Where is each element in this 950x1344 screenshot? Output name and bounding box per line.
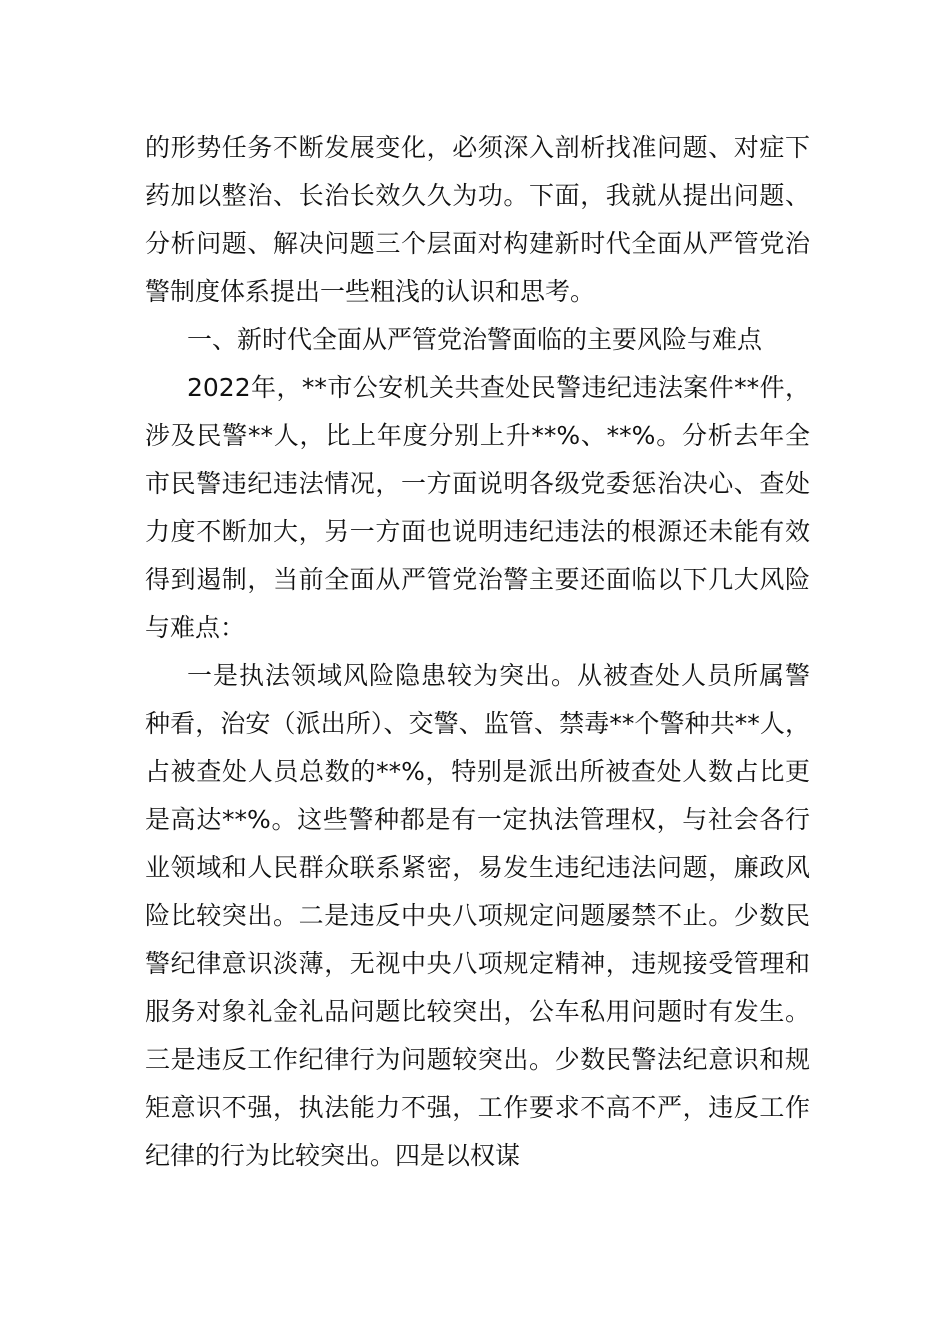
document-body: [145, 124, 810, 1180]
paragraph-intro: 的形势任务不断发展变化，必须深入剖析找准问题、对症下药加以整治、长治长效久久为功。下面，我就从提出问题、分析问题、解决问题三个层面对构建新时代全面从严管党治警制度体系提出一些粗浅的认识和思考。: [145, 133, 810, 306]
paragraph-statistics: 2022年，**市公安机关共查处民警违纪违法案件**件，涉及民警**人，比上年度分别上升**%、**%。分析去年全市民警违纪违法情况，一方面说明各级党委惩治决心、查处力度不断加大，另一方面也说明违纪违法的根源还未能有效得到遏制，当前全面从严管党治警主要还面临以下几大风险与难点：: [145, 373, 810, 642]
paragraph-risks: 一是执法领域风险隐患较为突出。从被查处人员所属警种看，治安（派出所）、交警、监管、禁毒**个警种共**人，占被查处人员总数的**%，特别是派出所被查处人数占比更是高达**%。这些警种都是有一定执法管理权，与社会各行业领域和人民群众联系紧密，易发生违纪违法问题，廉政风险比较突出。二是违反中央八项规定问题屡禁不止。少数民警纪律意识淡薄，无视中央八项规定精神，违规接受管理和服务对象礼金礼品问题比较突出，公车私用问题时有发生。三是违反工作纪律行为问题较突出。少数民警法纪意识和规矩意识不强，执法能力不强，工作要求不高不严，违反工作纪律的行为比较突出。四是以权谋: [145, 661, 810, 1170]
section-heading: 一、新时代全面从严管党治警面临的主要风险与难点: [187, 325, 763, 354]
